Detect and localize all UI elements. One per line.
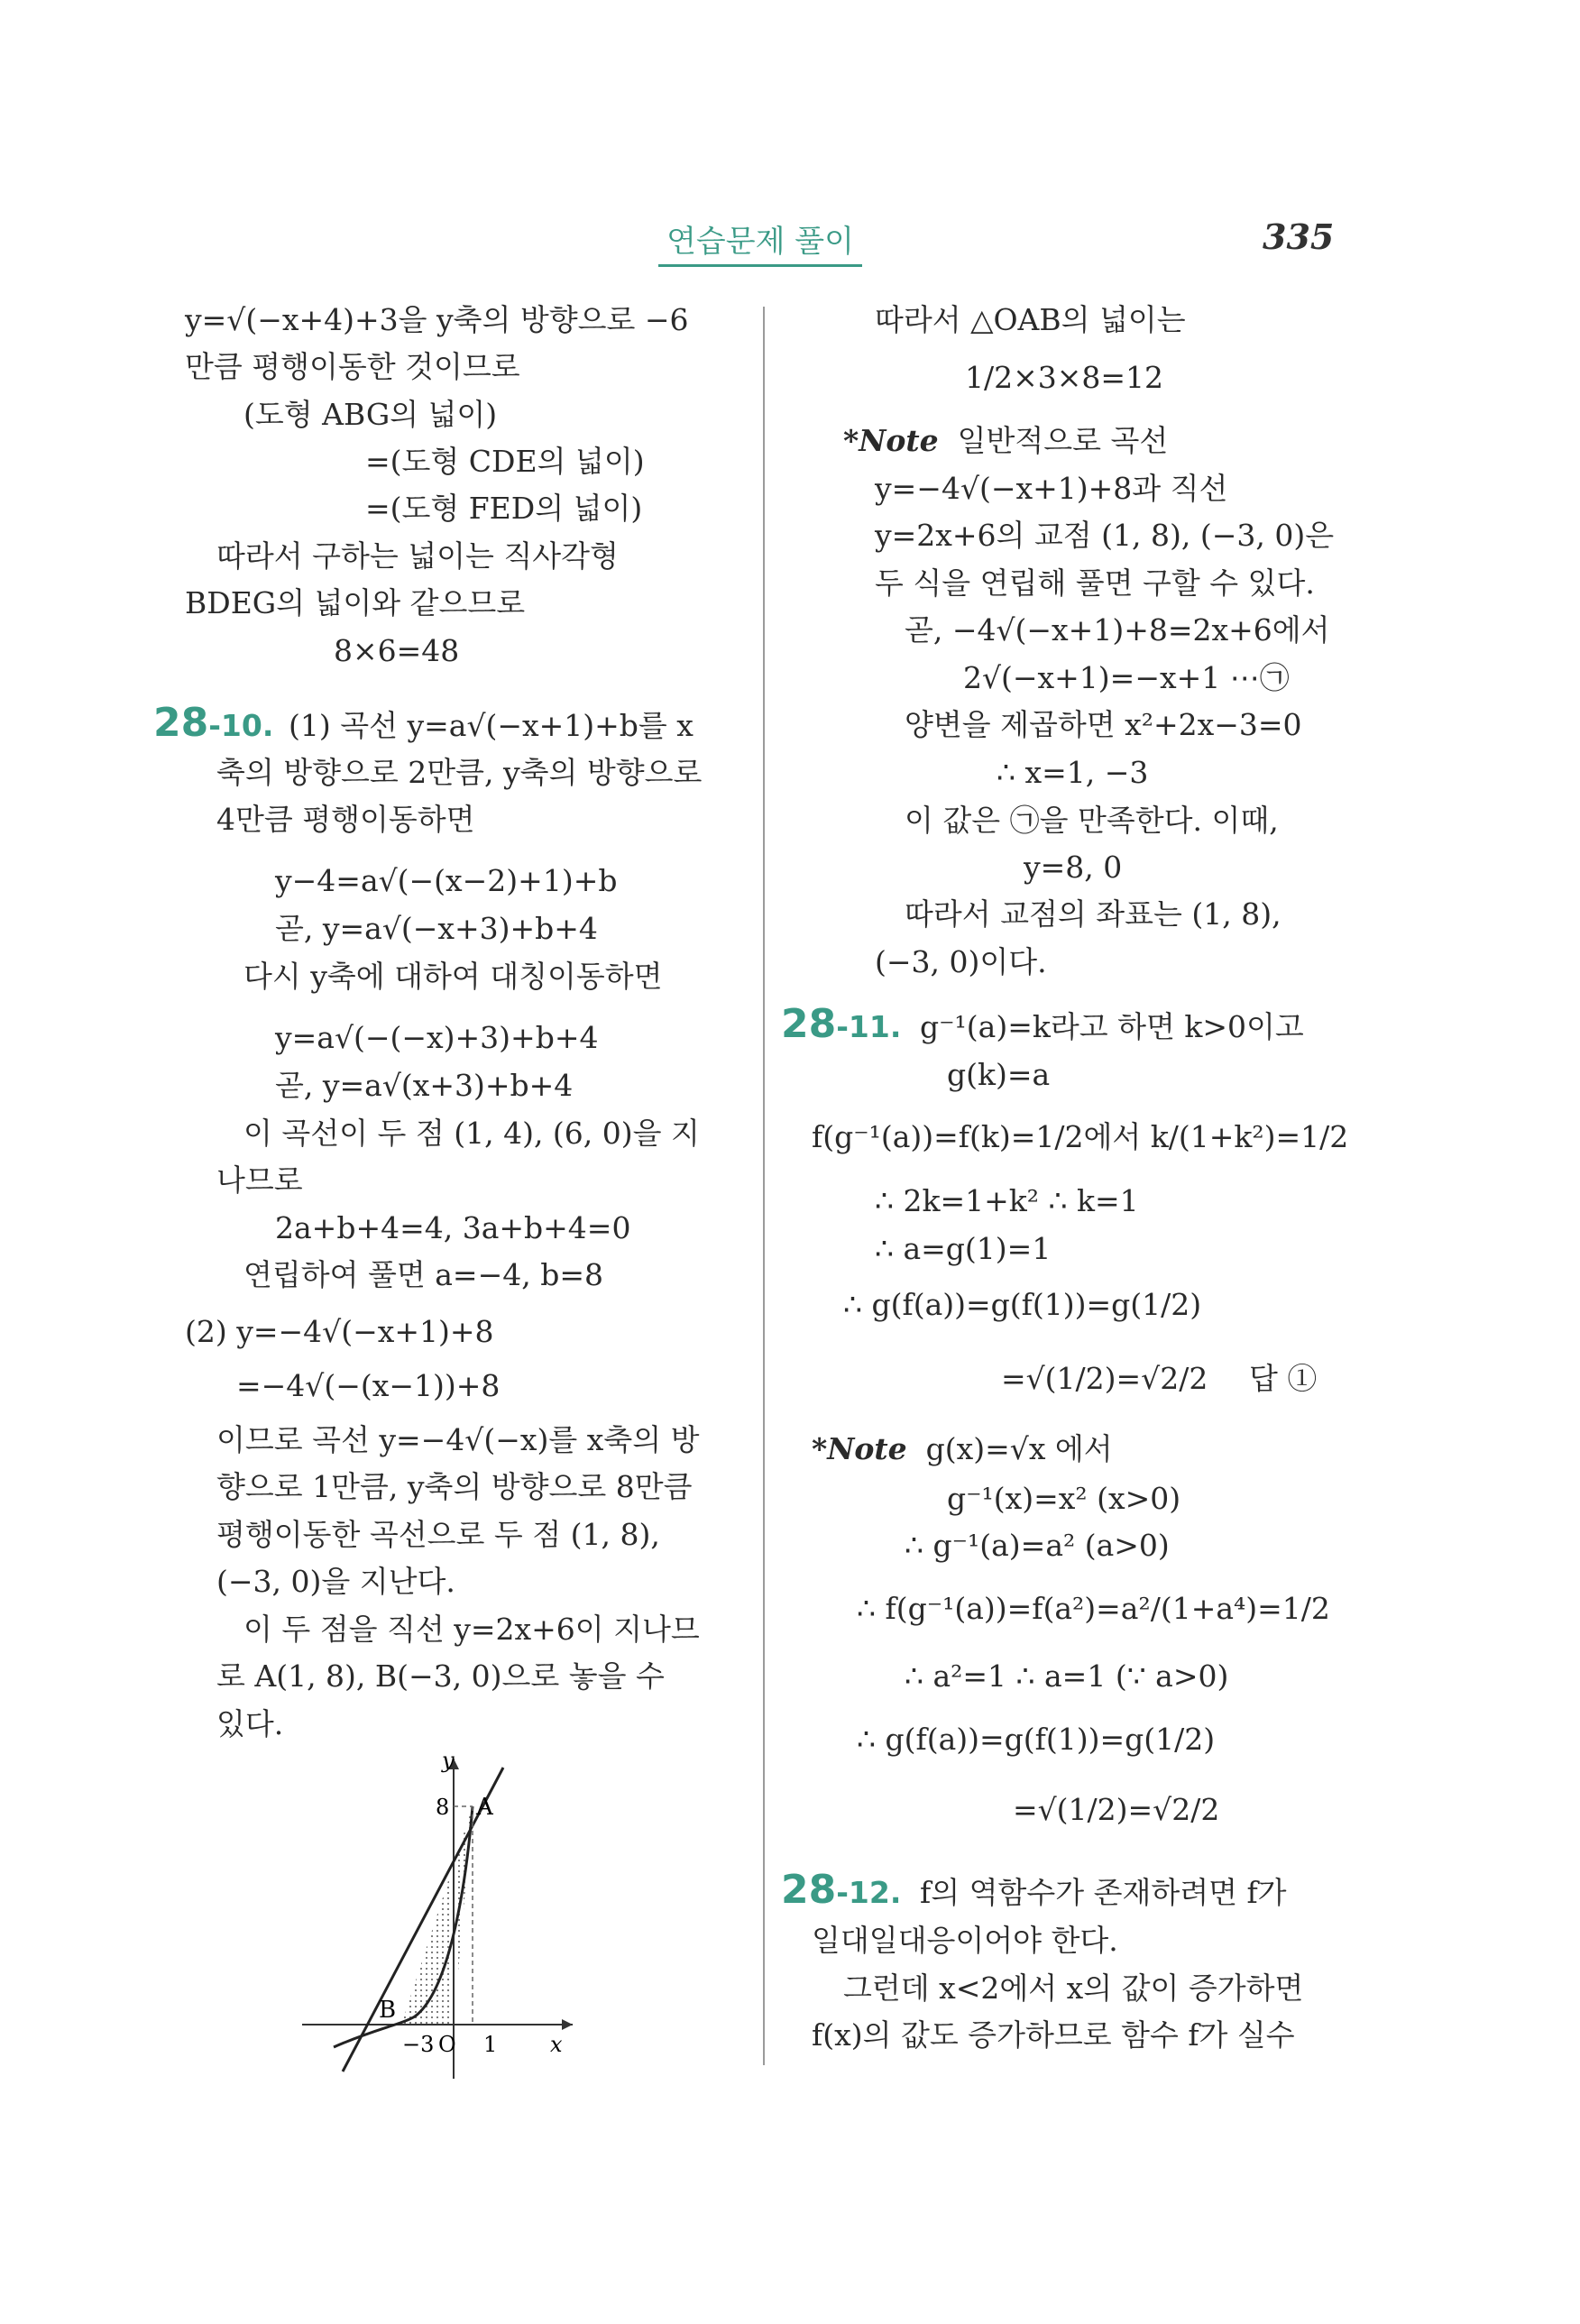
note-text: 일반적으로 곡선 xyxy=(957,423,1169,458)
column-divider xyxy=(763,307,765,2065)
equation-line: g(k)=a xyxy=(947,1057,1051,1092)
point-a-label: A xyxy=(476,1794,493,1821)
text-line: 이 곡선이 두 점 (1, 4), (6, 0)을 지 xyxy=(243,1116,700,1151)
text-line: 이 두 점을 직선 y=2x+6이 지나므 xyxy=(243,1612,700,1647)
problem-label-28-12 xyxy=(781,1867,901,1913)
text-line: 축의 방향으로 2만큼, y축의 방향으로 xyxy=(216,755,703,790)
equation-line: ∴ g(f(a))=g(f(1))=g(1/2) xyxy=(857,1722,1216,1757)
text-line: f(x)의 값도 증가하므로 함수 f가 실수 xyxy=(812,2017,1295,2053)
equation-line: y−4=a√(−(x−2)+1)+b xyxy=(275,863,618,898)
problem-label-28-10 xyxy=(153,700,273,746)
equation-line: 1/2×3×8=12 xyxy=(965,360,1164,395)
text-line: 이 값은 ㉠을 만족한다. 이때, xyxy=(905,803,1279,838)
problem-label-sub: -10. xyxy=(208,708,274,743)
note-tag: *Note xyxy=(843,423,939,458)
text-line: =(도형 CDE의 넓이) xyxy=(365,444,645,479)
equation-line: 곧, y=a√(−x+3)+b+4 xyxy=(275,911,598,946)
equation-line: =−4√(−(x−1))+8 xyxy=(236,1368,501,1403)
note-tag: *Note xyxy=(812,1431,907,1466)
page-number: 335 xyxy=(1263,216,1335,257)
text-line: 그런데 x<2에서 x의 값이 증가하면 xyxy=(843,1970,1304,2006)
equation-line: y=8, 0 xyxy=(1024,850,1123,885)
equation-line: ∴ a=g(1)=1 xyxy=(875,1231,1052,1266)
text-line: (도형 ABG의 넓이) xyxy=(243,397,498,432)
text-line: 따라서 △OAB의 넓이는 xyxy=(875,302,1186,337)
shaded-triangle xyxy=(401,1806,473,2025)
problem-label-main: 28 xyxy=(781,1867,837,1913)
note-line xyxy=(812,1431,1113,1466)
equation-line: =√(1/2)=√2/2 xyxy=(1001,1361,1208,1396)
text-line: (−3, 0)을 지난다. xyxy=(216,1564,455,1599)
text-line: 두 식을 연립해 풀면 구할 수 있다. xyxy=(875,565,1315,601)
text-line: 일대일대응이어야 한다. xyxy=(812,1923,1118,1958)
equation-line: ∴ 2k=1+k² ∴ k=1 xyxy=(875,1183,1139,1218)
text-line: y=−4√(−x+1)+8과 직선 xyxy=(875,471,1228,506)
equation-line: ∴ g⁻¹(a)=a² (a>0) xyxy=(905,1528,1170,1563)
problem-label-main: 28 xyxy=(781,1001,837,1047)
text-line: y=√(−x+4)+3을 y축의 방향으로 −6 xyxy=(185,302,689,337)
text-line: =(도형 FED의 넓이) xyxy=(365,491,643,526)
problem-label-main: 28 xyxy=(153,700,209,746)
equation-line: g⁻¹(x)=x² (x>0) xyxy=(947,1481,1181,1516)
equation-line: 곧, y=a√(x+3)+b+4 xyxy=(275,1068,574,1103)
x-axis-arrow xyxy=(562,2019,573,2030)
origin-label: O xyxy=(438,2032,456,2057)
equation-line: g⁻¹(a)=k라고 하면 k>0이고 xyxy=(920,1009,1304,1044)
y-tick-label: 8 xyxy=(436,1795,450,1820)
equation-line: =√(1/2)=√2/2 xyxy=(1013,1792,1220,1827)
equation-line: 곧, −4√(−x+1)+8=2x+6에서 xyxy=(905,612,1330,648)
note-line xyxy=(843,423,1169,458)
problem-label-sub: -12. xyxy=(836,1875,902,1910)
text-line: 연립하여 풀면 a=−4, b=8 xyxy=(243,1257,603,1292)
text-line: 나므로 xyxy=(216,1162,303,1198)
text-line: 이므로 곡선 y=−4√(−x)를 x축의 방 xyxy=(216,1422,700,1457)
answer-mark: 답 ① xyxy=(1249,1361,1318,1396)
text-line: 만큼 평행이동한 것이므로 xyxy=(185,349,520,384)
point-b-label: B xyxy=(379,1997,397,2024)
graph-figure xyxy=(289,1750,586,2083)
equation-line: 2a+b+4=4, 3a+b+4=0 xyxy=(275,1210,631,1245)
section-title: 연습문제 풀이 xyxy=(658,216,862,267)
text-line: f의 역함수가 존재하려면 f가 xyxy=(920,1875,1287,1910)
text-line: 다시 y축에 대하여 대칭이동하면 xyxy=(243,959,663,994)
y-axis-label: y xyxy=(442,1750,455,1773)
equation-line: f(g⁻¹(a))=f(k)=1/2에서 k/(1+k²)=1/2 xyxy=(812,1119,1349,1154)
text-line: 평행이동한 곡선으로 두 점 (1, 8), xyxy=(216,1517,660,1552)
text-line: 따라서 교점의 좌표는 (1, 8), xyxy=(905,896,1281,932)
text-line: 따라서 구하는 넓이는 직사각형 xyxy=(216,538,619,574)
x-axis-label: x xyxy=(550,2032,563,2057)
x-tick-label: −3 xyxy=(402,2032,435,2057)
equation-line: 2√(−x+1)=−x+1 ⋯㉠ xyxy=(963,660,1290,695)
text-line: 있다. xyxy=(216,1706,284,1741)
text-line: 8×6=48 xyxy=(334,633,460,668)
text-line: BDEG의 넓이와 같으므로 xyxy=(185,585,526,620)
note-text: g(x)=√x 에서 xyxy=(925,1431,1113,1466)
text-line: y=2x+6의 교점 (1, 8), (−3, 0)은 xyxy=(875,518,1335,553)
text-line: 로 A(1, 8), B(−3, 0)으로 놓을 수 xyxy=(216,1658,665,1694)
equation-line: (2) y=−4√(−x+1)+8 xyxy=(185,1314,494,1349)
text-line: 4만큼 평행이동하면 xyxy=(216,802,475,837)
problem-label-28-11 xyxy=(781,1001,901,1047)
text-line: 향으로 1만큼, y축의 방향으로 8만큼 xyxy=(216,1469,693,1504)
text-line: (−3, 0)이다. xyxy=(875,944,1047,979)
equation-line: ∴ x=1, −3 xyxy=(997,755,1149,790)
problem-label-sub: -11. xyxy=(836,1009,902,1044)
equation-line: ∴ f(g⁻¹(a))=f(a²)=a²/(1+a⁴)=1/2 xyxy=(857,1591,1330,1626)
text-line: 양변을 제곱하면 x²+2x−3=0 xyxy=(905,707,1302,742)
equation-line: ∴ a²=1 ∴ a=1 (∵ a>0) xyxy=(905,1658,1229,1694)
x-tick-label: 1 xyxy=(483,2032,498,2057)
equation-line: y=a√(−(−x)+3)+b+4 xyxy=(275,1020,599,1055)
equation-line: ∴ g(f(a))=g(f(1))=g(1/2) xyxy=(843,1287,1202,1322)
text-line: (1) 곡선 y=a√(−x+1)+b를 x xyxy=(289,708,694,743)
